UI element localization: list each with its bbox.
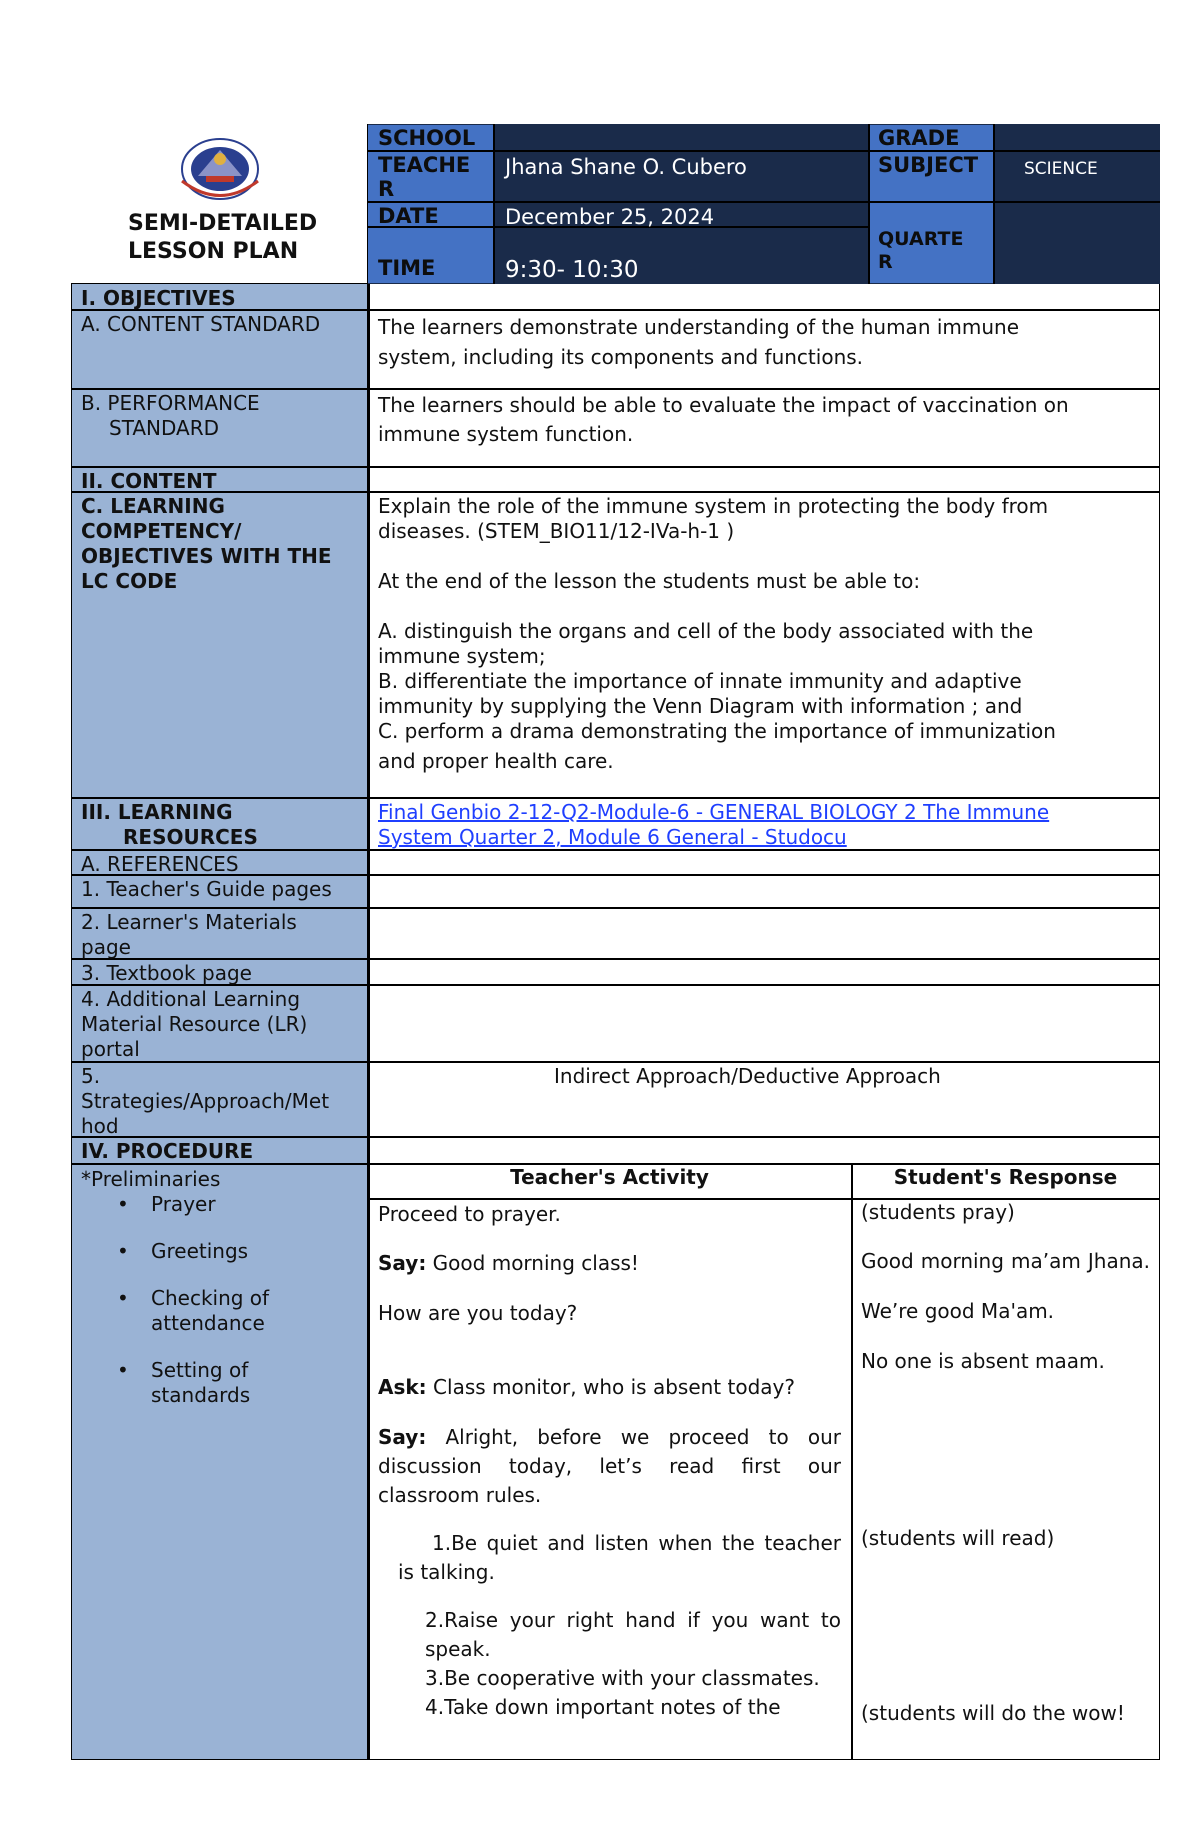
- bullet-standards: • Setting of standards: [117, 1358, 301, 1408]
- time-label: TIME: [378, 256, 436, 280]
- rule-2: 2.Raise your right hand if you want to speak.: [425, 1608, 841, 1661]
- teachers-guide-label: 1. Teacher's Guide pages: [81, 877, 332, 901]
- student-read: (students will read): [861, 1526, 1055, 1550]
- deped-seal-icon: [168, 136, 272, 202]
- resources-heading: III. LEARNING RESOURCES: [81, 800, 258, 849]
- grade-value: [993, 124, 1017, 128]
- subject-label: SUBJECT: [878, 153, 979, 177]
- resource-link-line1[interactable]: Final Genbio 2-12-Q2-Module-6 - GENERAL BIOLOGY 2 The Immune: [378, 800, 1050, 824]
- student-greeting: Good morning ma’am Jhana.: [861, 1249, 1150, 1273]
- bullet-attendance: • Checking of attendance: [117, 1286, 301, 1336]
- rule-1: 1.Be quiet and listen when the teacher is talking.: [398, 1531, 841, 1584]
- date-value: December 25, 2024: [505, 205, 715, 229]
- student-pray: (students pray): [861, 1200, 1015, 1224]
- logo-title-cell: [71, 124, 368, 284]
- school-value: [493, 124, 517, 128]
- rule-4: 4.Take down important notes of the: [425, 1695, 781, 1719]
- learning-competency-text: Explain the role of the immune system in protecting the body from diseases. (STEM_BIO11/12-IVa-h-1 ) At the end of the lesson the students must be able to: A. distinguish the organs and cell of the body associated with the immune system; B. differentiate the importance of innate immunity and adaptive immunity by supplying the Venn Diagram with information ; and C. perform a drama demonstrating the importance of immunization and proper health care.: [378, 494, 1056, 773]
- time-value: 9:30- 10:30: [505, 257, 639, 283]
- student-absent: No one is absent maam.: [861, 1349, 1105, 1373]
- subject-value: SCIENCE: [1024, 159, 1098, 179]
- teacher-greeting: Say: Good morning class!: [378, 1251, 639, 1275]
- student-wow: (students will do the wow!: [861, 1701, 1125, 1725]
- performance-standard-label: B. PERFORMANCE STANDARD: [81, 391, 260, 440]
- teacher-say-rules: Say: Alright, before we proceed to our discussion today, let’s read first our classroom rules.: [378, 1425, 841, 1507]
- learners-materials-label: 2. Learner's Materials page: [81, 910, 297, 959]
- content-standard-label: A. CONTENT STANDARD: [81, 312, 321, 336]
- school-label: SCHOOL: [378, 126, 476, 150]
- content-heading: II. CONTENT: [81, 469, 217, 493]
- bullet-prayer: • Prayer: [117, 1192, 357, 1217]
- strategies-label: 5. Strategies/Approach/Met hod: [81, 1064, 330, 1138]
- date-label: DATE: [378, 204, 439, 228]
- bullet-greetings: • Greetings: [117, 1239, 357, 1264]
- preliminaries: [71, 1165, 367, 1432]
- preliminaries-label: *Preliminaries: [81, 1167, 221, 1191]
- plan-title-line1: SEMI-DETAILED: [128, 211, 318, 236]
- teacher-ask-absent: Ask: Class monitor, who is absent today?: [378, 1375, 795, 1399]
- teacher-value: Jhana Shane O. Cubero: [505, 155, 747, 179]
- teacher-activity-header: Teacher's Activity: [510, 1165, 709, 1189]
- plan-title-line2: LESSON PLAN: [128, 239, 299, 264]
- objectives-heading: I. OBJECTIVES: [81, 286, 236, 310]
- references-label: A. REFERENCES: [81, 852, 239, 876]
- content-standard-text: The learners demonstrate understanding of the human immune system, including its components and functions.: [378, 315, 1020, 369]
- student-response-header: Student's Response: [893, 1165, 1118, 1189]
- resource-link[interactable]: [368, 798, 1059, 852]
- resource-link-line2[interactable]: System Quarter 2, Module 6 General - Studocu: [378, 825, 847, 849]
- student-response-cell: [851, 1200, 1160, 1726]
- student-fine: We’re good Ma'am.: [861, 1299, 1055, 1323]
- learning-competency-label: C. LEARNING COMPETENCY/ OBJECTIVES WITH THE LC CODE: [81, 494, 332, 593]
- grade-label: GRADE: [878, 126, 960, 150]
- teacher-prayer: Proceed to prayer.: [378, 1202, 561, 1226]
- performance-standard-text: The learners should be able to evaluate the impact of vaccination on immune system function.: [378, 393, 1069, 446]
- teacher-label: TEACHE R: [378, 153, 471, 201]
- procedure-heading: IV. PROCEDURE: [81, 1139, 254, 1163]
- quarter-value: [993, 226, 1017, 230]
- teacher-activity-cell: [368, 1200, 851, 1722]
- lr-portal-label: 4. Additional Learning Material Resource (LR) portal: [81, 987, 308, 1061]
- textbook-label: 3. Textbook page: [81, 961, 252, 985]
- strategies-value: Indirect Approach/Deductive Approach: [554, 1064, 941, 1088]
- rule-3: 3.Be cooperative with your classmates.: [425, 1666, 820, 1690]
- quarter-label: QUARTE R: [878, 228, 964, 273]
- teacher-how-are-you: How are you today?: [378, 1301, 578, 1325]
